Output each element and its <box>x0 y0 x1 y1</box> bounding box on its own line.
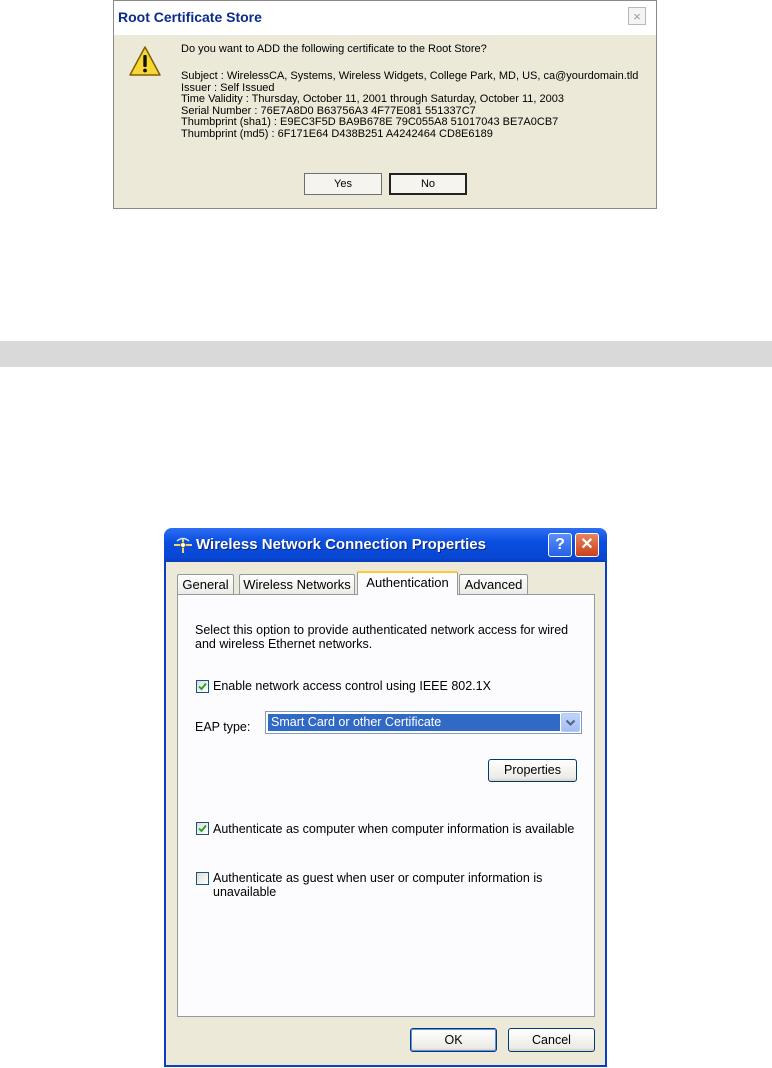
eap-type-select[interactable] <box>265 711 582 734</box>
properties-button[interactable]: Properties <box>488 759 577 782</box>
cert-issuer: Issuer : Self Issued <box>181 81 275 94</box>
cert-thumbprint-sha1: Thumbprint (sha1) : E9EC3F5D BA9B678E 79C055A8 51017043 BE7A0CB7 <box>181 116 559 129</box>
tab-general[interactable]: General <box>177 574 234 594</box>
cert-validity: Time Validity : Thursday, October 11, 2001 through Saturday, October 11, 2003 <box>181 93 564 106</box>
close-icon[interactable]: ✕ <box>575 533 599 557</box>
ok-button[interactable]: OK <box>410 1028 497 1052</box>
props-dialog-title: Wireless Network Connection Properties <box>196 536 486 553</box>
cert-serial: Serial Number : 76E7A8D0 B63756A3 4F77E081 551337C7 <box>181 104 476 117</box>
certificate-details <box>181 71 638 141</box>
tab-wireless-networks[interactable]: Wireless Networks <box>239 574 355 594</box>
root-dialog-titlebar[interactable] <box>114 1 656 35</box>
cancel-button[interactable]: Cancel <box>508 1028 595 1052</box>
root-dialog-title: Root Certificate Store <box>118 9 262 25</box>
close-icon[interactable]: × <box>628 7 646 25</box>
yes-button[interactable]: Yes <box>304 173 382 195</box>
root-certificate-dialog <box>113 0 657 209</box>
authentication-panel <box>177 594 595 1017</box>
props-dialog-titlebar[interactable] <box>164 528 607 562</box>
cert-thumbprint-md5: Thumbprint (md5) : 6F171E64 D438B251 A4242464 CD8E6189 <box>181 127 493 140</box>
eap-type-value: Smart Card or other Certificate <box>268 714 560 731</box>
checkmark-icon <box>198 682 207 691</box>
tab-authentication[interactable]: Authentication <box>357 571 458 595</box>
cert-subject: Subject : WirelessCA, Systems, Wireless Widgets, College Park, MD, US, ca@yourdomain.tld <box>181 70 639 82</box>
dropdown-arrow-icon[interactable] <box>561 713 580 732</box>
separator-band <box>0 341 772 367</box>
wireless-network-icon <box>172 535 194 555</box>
checkmark-icon <box>198 824 207 833</box>
eap-type-label: EAP type: <box>195 720 251 734</box>
add-question-text: Do you want to ADD the following certificate to the Root Store? <box>181 43 487 55</box>
enable-8021x-label[interactable]: Enable network access control using IEEE 802.1X <box>213 679 491 693</box>
auth-computer-label[interactable]: Authenticate as computer when computer information is available <box>213 822 575 836</box>
wireless-properties-dialog <box>164 528 607 1067</box>
auth-guest-label[interactable]: Authenticate as guest when user or computer information is unavailable <box>213 871 543 899</box>
warning-icon <box>128 45 162 79</box>
auth-guest-checkbox[interactable] <box>196 872 209 885</box>
no-button[interactable]: No <box>389 173 467 195</box>
tab-advanced[interactable]: Advanced <box>459 574 528 594</box>
enable-8021x-checkbox[interactable] <box>196 680 209 693</box>
auth-description: Select this option to provide authenticated network access for wired and wireless Ethernet networks. <box>195 623 569 651</box>
help-icon[interactable]: ? <box>548 533 572 557</box>
auth-computer-checkbox[interactable] <box>196 822 209 835</box>
